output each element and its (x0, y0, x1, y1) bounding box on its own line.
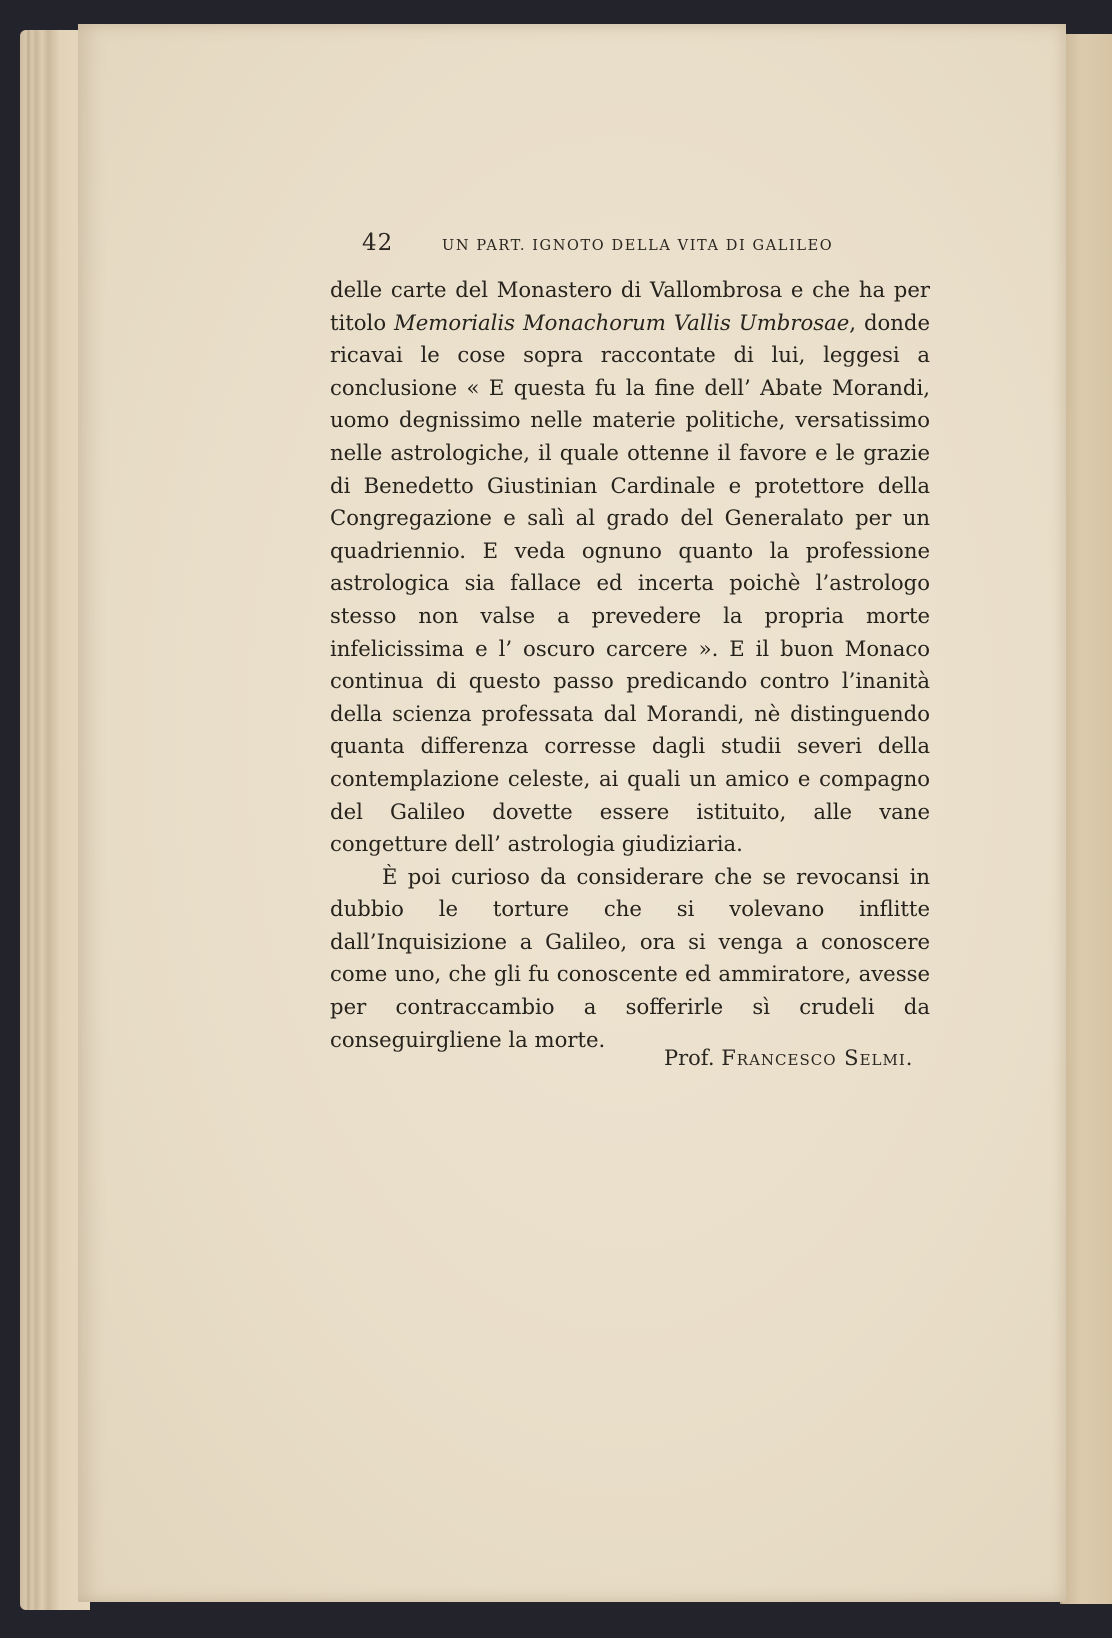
running-head: UN PART. IGNOTO DELLA VITA DI GALILEO (442, 238, 834, 254)
paragraph-1-rest: , donde ricavai le cose sopra raccontate di lui, leggesi a conclusione « E questa fu la fine dell’ Abate Morandi, uomo degnissimo nelle materie politiche, versatissimo nelle astrologiche, il quale ottenne il favore e le grazie di Benedetto Giustinian Cardinale e protettore della Congregazione e salì al grado del Generalato per un quadriennio. E veda ognuno quanto la professione astrologica sia fallace ed incerta poichè l’astrologo stesso non valse a prevedere la propria morte infelicissima e l’ oscuro carcere ». E il buon Monaco continua di questo passo predicando contro l’inanità della scienza professata dal Morandi, nè distinguendo quanta differenza corresse dagli studii severi della contemplazione celeste, ai quali un amico e compagno del Galileo dovette essere istituito, alle vane congetture dell’ astrologia giudiziaria. (330, 309, 931, 857)
page-header (362, 230, 932, 260)
paragraph-1-start: delle carte del Monastero di Vallombrosa e che ha per titolo (330, 277, 930, 335)
paragraph-1 (330, 274, 930, 861)
page-number: 42 (362, 230, 394, 256)
author-signature (664, 1046, 913, 1070)
paragraph-2: È poi curioso da considerare che se revocansi in dubbio le torture che si volevano inflitte dall’Inquisizione a Galileo, ora si venga a conoscere come uno, che gli fu conoscente ed ammiratore, avesse per contraccambio a sofferirle sì crudeli da conseguirgliene la morte. (330, 863, 930, 1052)
signature-title: Prof. (664, 1046, 715, 1070)
body-text (330, 274, 930, 1056)
signature-name: Francesco Selmi. (721, 1046, 914, 1070)
next-page-edge (1060, 34, 1112, 1604)
paragraph-1-italic-title: Memorialis Monachorum Vallis Umbrosae (394, 309, 850, 335)
